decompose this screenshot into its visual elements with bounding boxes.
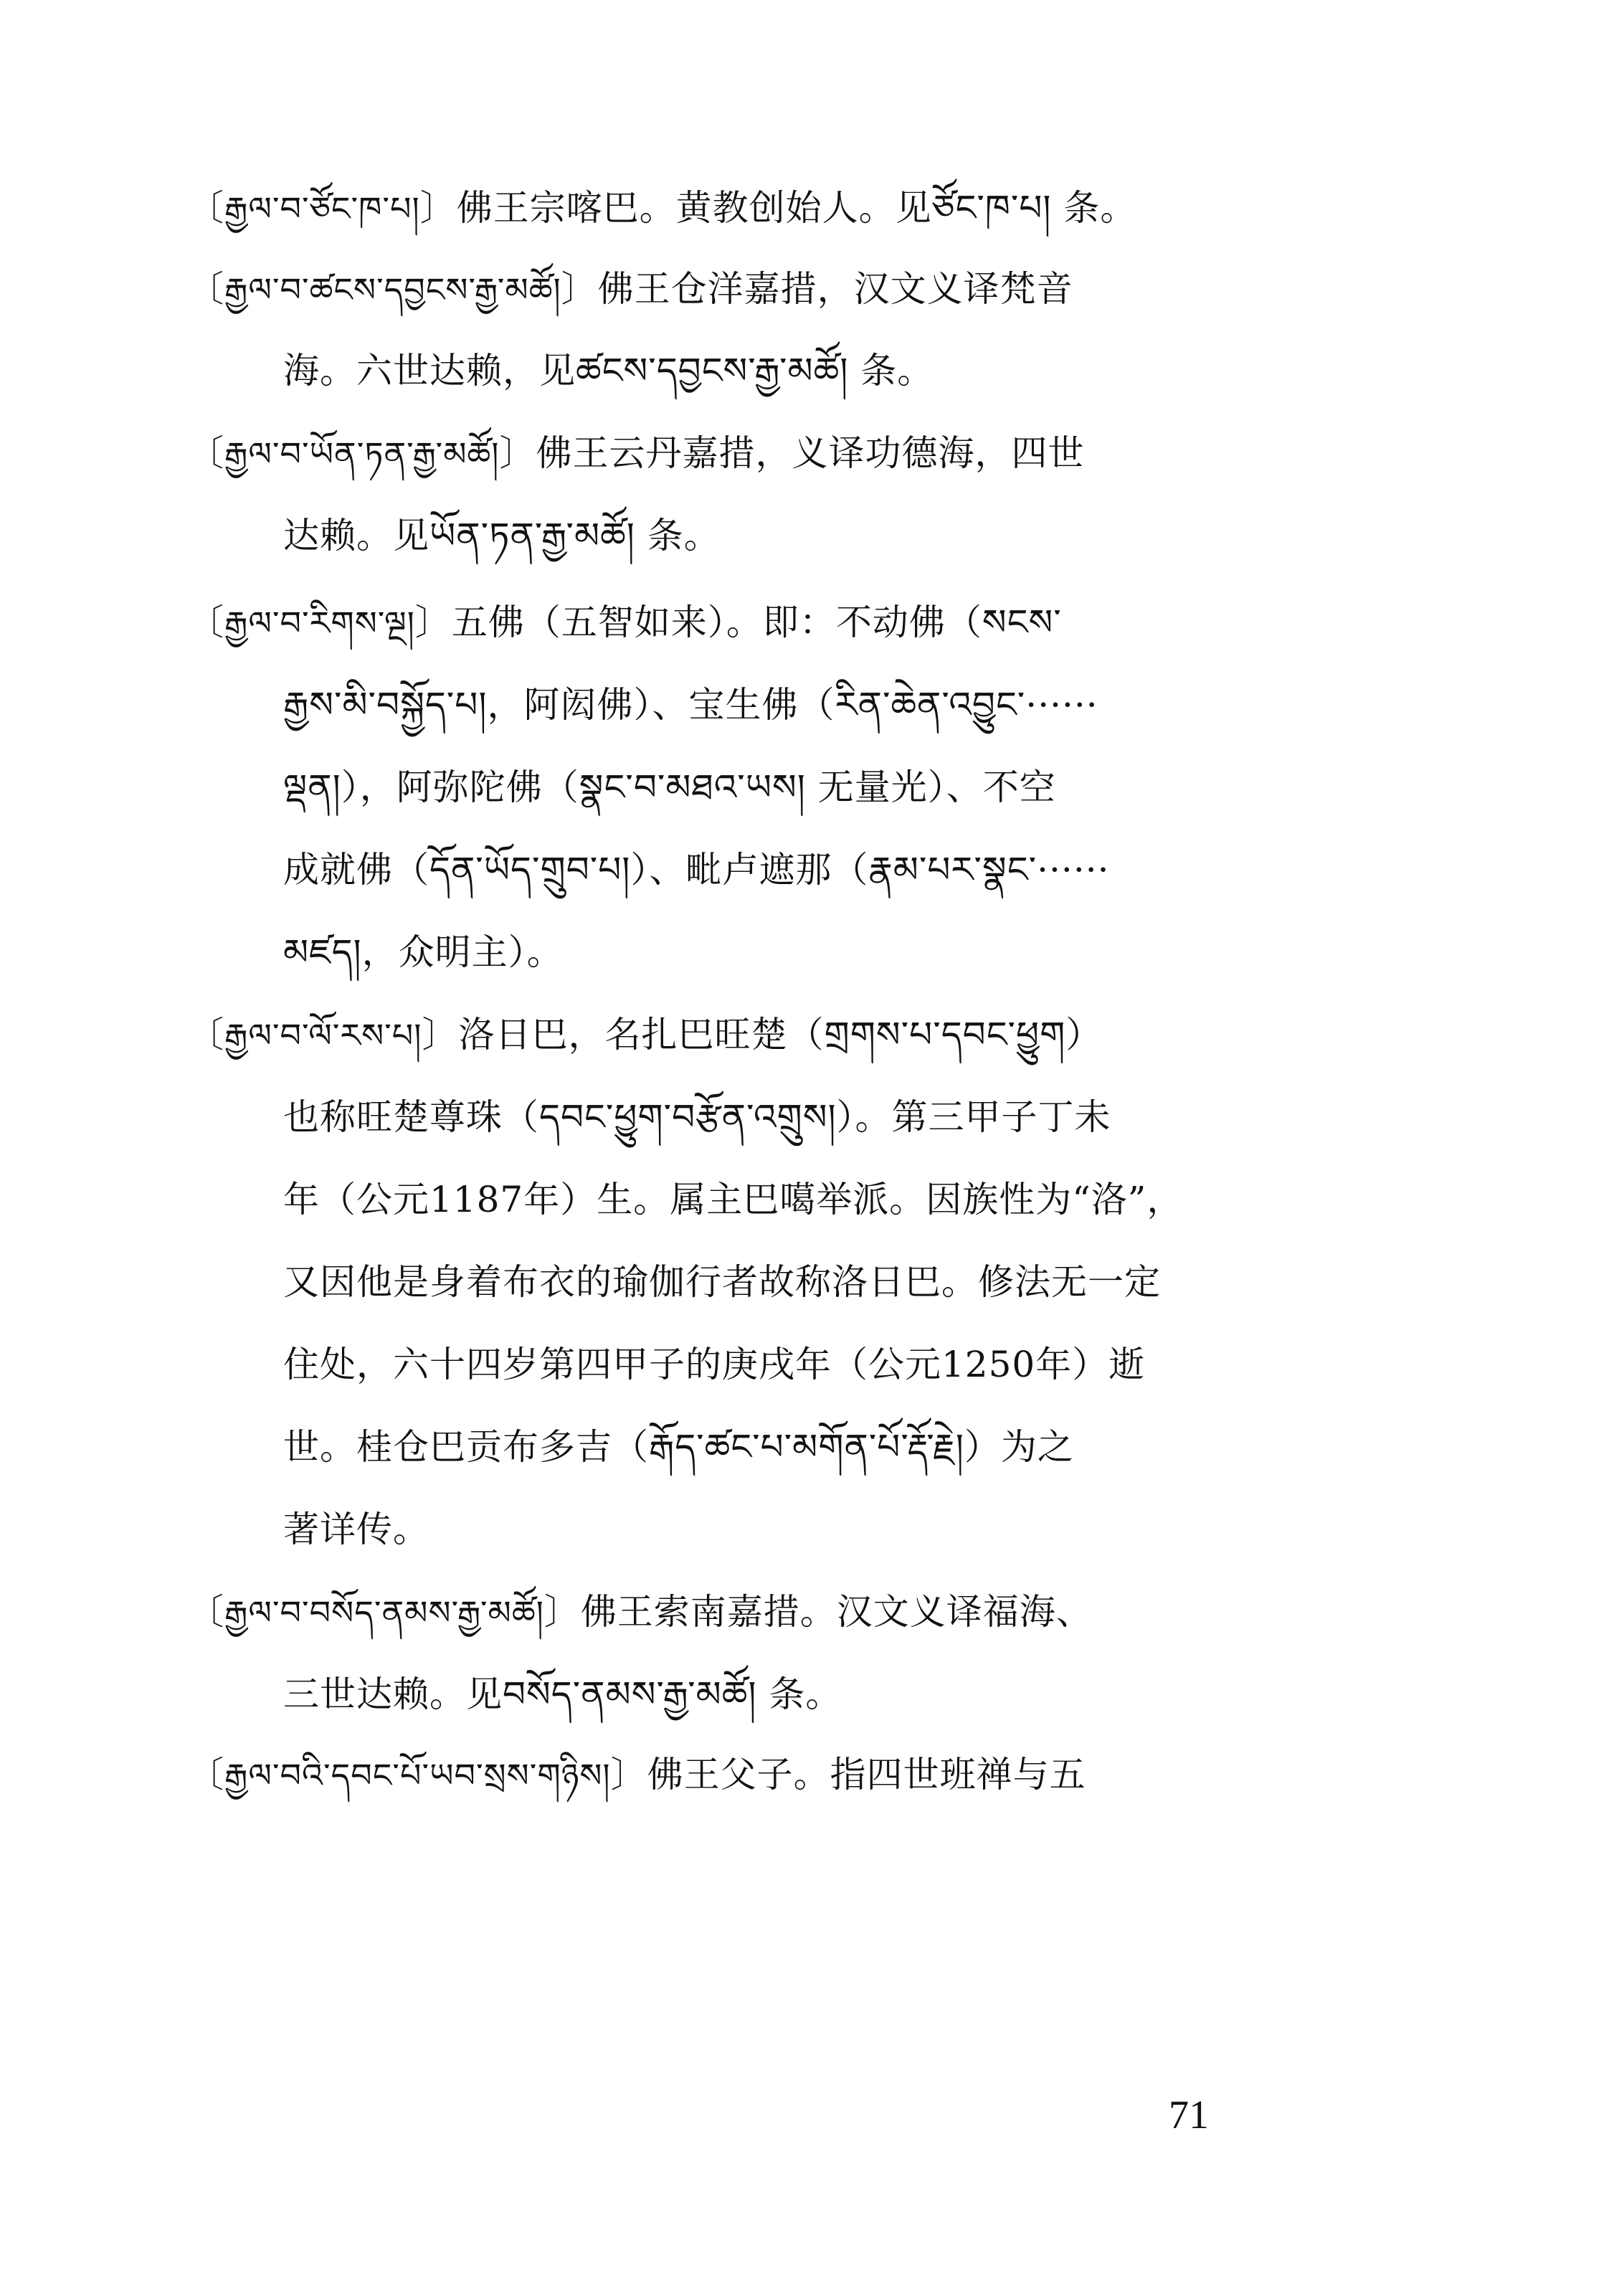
- definition-continuation: 年（公元1187年）生。属主巴噶举派。因族性为“洛”，: [283, 1179, 1184, 1220]
- definition-text: 佛王父子。指四世班禅与五: [647, 1754, 1086, 1795]
- definition-continuation: 成就佛（དོན་ཡོད་གྲུབ་པ།）、毗卢遮那（རྣམ་པར་སྣང་······: [283, 849, 1110, 891]
- entry-headword-line: [188, 183, 1136, 234]
- bracket-close: 〕: [543, 1591, 581, 1633]
- tibetan-headword: རྒྱལ་བ་བསོད་ནམས་རྒྱ་མཚོ།: [224, 1593, 544, 1632]
- tibetan-headword: རྒྱལ་བ་ཡོན་ཏན་རྒྱ་མཚོ།: [224, 435, 500, 473]
- definition-continuation: 三世达赖。见བསོད་ནམས་རྒྱ་མཚོ། 条。: [283, 1674, 842, 1715]
- definition-continuation: 海。六世达赖，见ཚངས་དབྱངས་རྒྱ་མཚོ། 条。: [283, 350, 934, 391]
- tibetan-headword: རྒྱལ་བ་ཙོང་ཁ་པ།: [224, 189, 420, 228]
- bracket-close: 〕: [414, 602, 452, 643]
- bracket-close: 〕: [610, 1754, 647, 1795]
- tibetan-headword: རྒྱལ་བའི་དབང་པོ་ཡབ་སྲས་གཉིས།: [224, 1756, 611, 1795]
- definition-text: 洛日巴，名扎巴旺楚（གྲགས་པ་དབང་ཕྱུག）: [458, 1014, 1103, 1055]
- definition-text: 佛王云丹嘉措，义译功德海，四世: [536, 432, 1085, 474]
- entry-headword-line: [188, 597, 1062, 648]
- tibetan-headword: རྒྱལ་བ་རིགས་ལྔ།: [224, 604, 415, 642]
- tibetan-headword: རྒྱལ་བ་ལོ་རས་པ།: [224, 1016, 422, 1055]
- definition-continuation: མཛད།，众明主）。: [283, 931, 564, 973]
- bracket-close: 〕: [499, 432, 536, 474]
- entry-headword-line: [188, 428, 1084, 479]
- definition-continuation: རྒྱས་མི་བསྐྱོད་པ།，阿闳佛）、宝生佛（རིན་ཆེན་འབྱུང་······: [283, 684, 1098, 726]
- bracket-open: 〔: [188, 1754, 224, 1795]
- definition-text: 佛王宗喀巴。黄教创始人。见ཙོང་ཁ་པ། 条。: [456, 187, 1137, 229]
- entry-headword-line: [188, 264, 1073, 315]
- entry-headword-line: [188, 1010, 1102, 1060]
- bracket-close: 〕: [419, 187, 457, 229]
- entry-headword-line: [188, 1750, 1086, 1800]
- tibetan-headword: རྒྱལ་བ་ཚངས་དབྱངས་རྒྱ་མཚོ།: [224, 270, 561, 309]
- page-number: 71: [1169, 2093, 1209, 2137]
- bracket-open: 〔: [188, 187, 224, 229]
- definition-text: 五佛（五智如来）。即：不动佛（སངས་: [451, 602, 1062, 643]
- definition-continuation: ལྡན།），阿弥陀佛（སྣང་བ་མཐའ་ཡས། 无量光）、不空: [283, 766, 1056, 808]
- bracket-open: 〔: [188, 268, 224, 310]
- bracket-open: 〔: [188, 1591, 224, 1633]
- definition-text: 佛王仓洋嘉措，汉文义译梵音: [597, 268, 1073, 310]
- definition-continuation: 达赖。见ཡོན་ཏན་རྒྱ་མཚོ། 条。: [283, 515, 721, 556]
- definition-continuation: 著详传。: [283, 1509, 429, 1550]
- definition-continuation: 世。桂仓巴贡布多吉（རྒོད་ཚང་པ་མགོན་པོ་རྡོ་རྗེ།）为之: [283, 1426, 1074, 1468]
- entry-headword-line: [188, 1587, 1093, 1638]
- bracket-close: 〕: [422, 1014, 459, 1055]
- definition-continuation: 又因他是身着布衣的瑜伽行者故称洛日巴。修法无一定: [283, 1261, 1161, 1303]
- bracket-open: 〔: [188, 602, 224, 643]
- bracket-open: 〔: [188, 432, 224, 474]
- definition-continuation: 住处，六十四岁第四甲子的庚戌年（公元1250年）逝: [283, 1344, 1146, 1385]
- definition-text: 佛王索南嘉措。汉文义译福海、: [580, 1591, 1093, 1633]
- bracket-close: 〕: [561, 268, 598, 310]
- definition-continuation: 也称旺楚尊珠（དབང་ཕྱུག་བརྩོན་འགྲུས།）。第三甲子丁未: [283, 1096, 1111, 1138]
- bracket-open: 〔: [188, 1014, 224, 1055]
